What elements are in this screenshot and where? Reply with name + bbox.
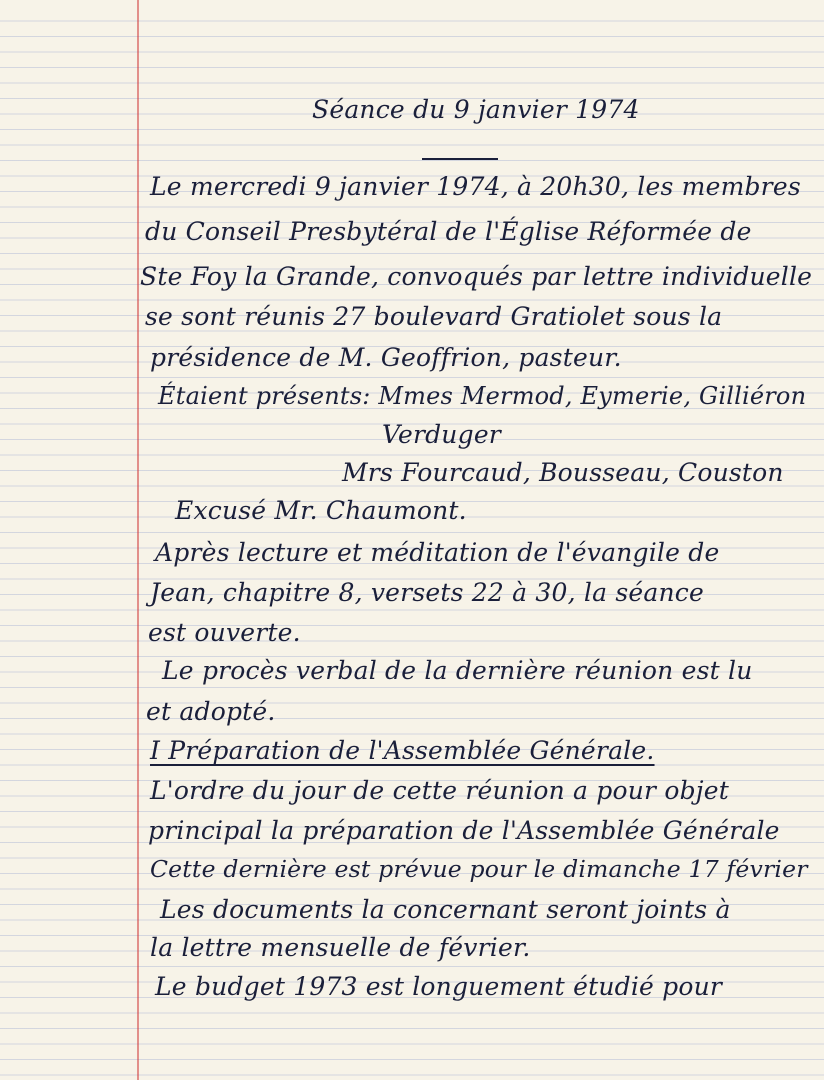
page-title: Séance du 9 janvier 1974 (312, 95, 640, 124)
text-line: Les documents la concernant seront joints à (160, 895, 731, 924)
text-line: Le procès verbal de la dernière réunion est lu (162, 656, 753, 685)
text-line: Le budget 1973 est longuement étudié pour (155, 972, 723, 1001)
text-line: Jean, chapitre 8, versets 22 à 30, la séance (150, 578, 704, 607)
text-line: est ouverte. (148, 618, 301, 647)
text-line: Excusé Mr. Chaumont. (175, 496, 467, 525)
text-line: Verduger (382, 420, 501, 449)
margin-line (137, 0, 139, 1080)
text-line: principal la préparation de l'Assemblée Générale (148, 816, 780, 845)
text-line: du Conseil Presbytéral de l'Église Réformée de (145, 217, 752, 246)
section-heading: I Préparation de l'Assemblée Générale. (150, 736, 655, 765)
text-line: présidence de M. Geoffrion, pasteur. (150, 343, 622, 372)
text-line: Mrs Fourcaud, Bousseau, Couston (342, 458, 784, 487)
text-line: se sont réunis 27 boulevard Gratiolet sous la (145, 302, 723, 331)
text-line: Étaient présents: Mmes Mermod, Eymerie, Gilliéron (158, 382, 807, 410)
text-line: L'ordre du jour de cette réunion a pour objet (150, 776, 729, 805)
text-line: Le mercredi 9 janvier 1974, à 20h30, les membres (150, 172, 801, 201)
text-line: la lettre mensuelle de février. (150, 933, 531, 962)
title-rule (422, 158, 498, 160)
text-line: Ste Foy la Grande, convoqués par lettre individuelle (140, 262, 813, 291)
text-line: Cette dernière est prévue pour le dimanche 17 février (150, 855, 808, 883)
text-line: et adopté. (146, 697, 276, 726)
text-line: Après lecture et méditation de l'évangile de (155, 538, 720, 567)
